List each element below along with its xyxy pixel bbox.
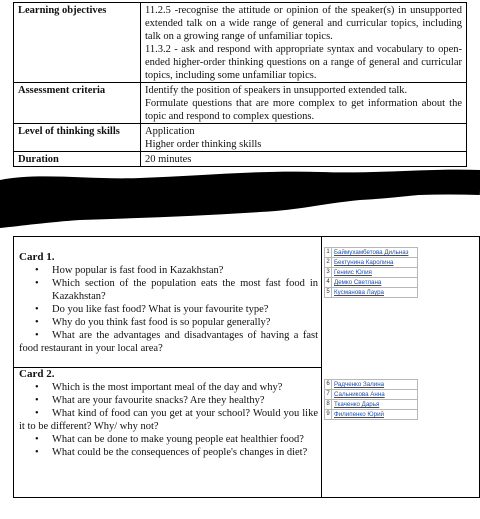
student-row bbox=[325, 268, 418, 278]
student-name-link[interactable]: Гениис Юлия bbox=[334, 269, 372, 276]
card-1-question-1: • How popular is fast food in Kazakhstan? bbox=[19, 264, 318, 277]
student-name-link[interactable]: Радченко Залина bbox=[334, 381, 385, 388]
thinking-skills-label: Level of thinking skills bbox=[14, 124, 141, 152]
card-1-question-3: • Do you like fast food? What is your favourite type? bbox=[19, 303, 318, 316]
student-number: 4 bbox=[325, 278, 332, 288]
student-number: 5 bbox=[325, 288, 332, 298]
card-1-title: Card 1. bbox=[19, 251, 55, 263]
student-name-link[interactable]: Бектунина Каролина bbox=[334, 259, 394, 266]
student-row bbox=[325, 258, 418, 268]
assessment-criteria-label: Assessment criteria bbox=[14, 83, 141, 124]
card-2-student-list bbox=[324, 379, 418, 420]
assessment-criterion-2: Formulate questions that are more complex to get information about the topic and respond to complex questions. bbox=[145, 98, 462, 122]
card-1-question-4: • Why do you think fast food is so popular generally? bbox=[19, 316, 318, 329]
assessment-criterion-1: Identify the position of speakers in unsupported extended talk. bbox=[145, 85, 408, 96]
student-row bbox=[325, 248, 418, 258]
card-2-question-5: • What could be the consequences of people's changes in diet? bbox=[19, 446, 318, 459]
card-2-question-3: • What kind of food can you get at your school? Would you like it to be different? Why/ why not? bbox=[19, 407, 318, 433]
student-name-link[interactable]: Кусманова Лаура bbox=[334, 289, 384, 296]
thinking-skills-row bbox=[14, 124, 467, 152]
card-2-questions bbox=[19, 381, 318, 459]
learning-objectives-cell bbox=[141, 3, 467, 83]
duration-row bbox=[14, 152, 467, 167]
student-number: 2 bbox=[325, 258, 332, 268]
student-row bbox=[325, 288, 418, 298]
card-1 bbox=[14, 237, 322, 368]
learning-objectives-label: Learning objectives bbox=[14, 3, 141, 83]
assessment-criteria-cell bbox=[141, 83, 467, 124]
card-2 bbox=[14, 368, 322, 498]
student-row bbox=[325, 278, 418, 288]
card-1-questions bbox=[19, 264, 318, 355]
card-2-question-1: • Which is the most important meal of the day and why? bbox=[19, 381, 318, 394]
student-name-link[interactable]: Ткаченко Дарья bbox=[334, 401, 380, 408]
objective-11-3-2: 11.3.2 - ask and respond with appropriate syntax and vocabulary to open-ended higher-order thinking questions on a range of general and curricular topics, including some unfamiliar topics. bbox=[145, 44, 462, 81]
duration-value: 20 minutes bbox=[141, 152, 467, 167]
thinking-skill-1: Application bbox=[145, 126, 195, 137]
card-2-question-2: • What are your favourite snacks? Are they healthy? bbox=[19, 394, 318, 407]
lesson-plan-table bbox=[13, 2, 467, 167]
student-name-link[interactable]: Баймухамбетова Дильназ bbox=[334, 249, 409, 256]
card-1-question-5: • What are the advantages and disadvantages of having a fast food restaurant in your local area? bbox=[19, 329, 318, 355]
speaking-cards-table bbox=[13, 236, 480, 498]
card-2-title: Card 2. bbox=[19, 368, 55, 380]
learning-objectives-row bbox=[14, 3, 467, 83]
student-number: 8 bbox=[325, 400, 332, 410]
assessment-criteria-row bbox=[14, 83, 467, 124]
student-row bbox=[325, 390, 418, 400]
student-number: 7 bbox=[325, 390, 332, 400]
redaction-scribble bbox=[0, 166, 480, 230]
objective-11-2-5: 11.2.5 -recognise the attitude or opinion of the speaker(s) in unsupported extended talk on a wide range of general and curricular topics, including talk on a growing range of unfamiliar topics. bbox=[145, 5, 462, 42]
student-row bbox=[325, 410, 418, 420]
student-row bbox=[325, 400, 418, 410]
student-number: 3 bbox=[325, 268, 332, 278]
student-number: 9 bbox=[325, 410, 332, 420]
student-name-link[interactable]: Демко Светлана bbox=[334, 279, 382, 286]
student-name-link[interactable]: Сальникова Анна bbox=[334, 391, 385, 398]
thinking-skill-2: Higher order thinking skills bbox=[145, 139, 262, 150]
card-2-question-4: • What can be done to make young people eat healthier food? bbox=[19, 433, 318, 446]
student-number: 6 bbox=[325, 380, 332, 390]
thinking-skills-cell bbox=[141, 124, 467, 152]
student-name-link[interactable]: Филипенко Юрий bbox=[334, 411, 384, 418]
student-number: 1 bbox=[325, 248, 332, 258]
student-row bbox=[325, 380, 418, 390]
card-1-question-2: • Which section of the population eats the most fast food in Kazakhstan? bbox=[19, 277, 318, 303]
duration-label: Duration bbox=[14, 152, 141, 167]
card-1-student-list bbox=[324, 247, 418, 298]
